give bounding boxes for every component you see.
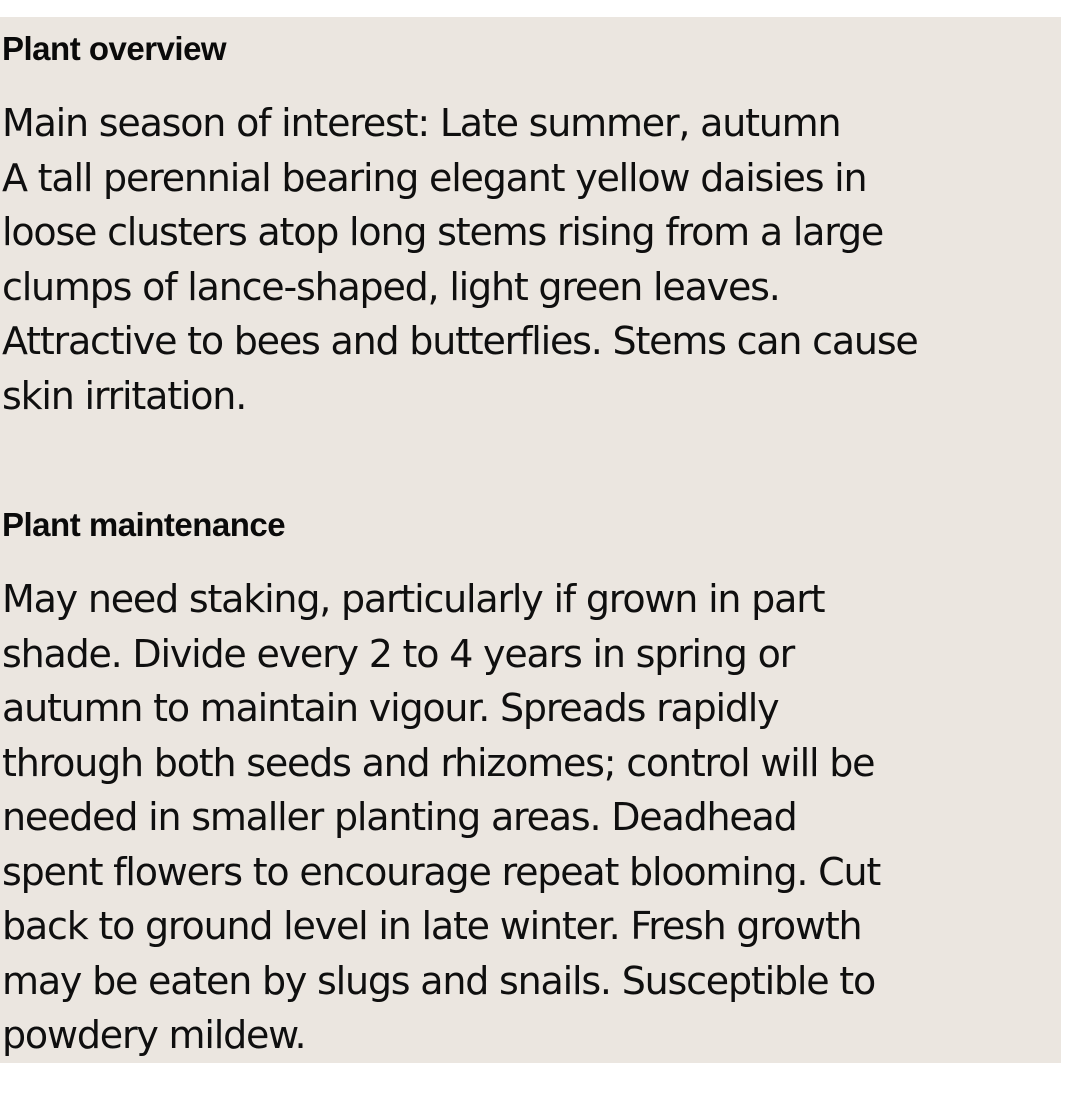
plant-overview-heading: Plant overview	[2, 30, 227, 67]
plant-maintenance-heading: Plant maintenance	[2, 506, 286, 543]
plant-overview-text: Main season of interest: Late summer, autumn A tall perennial bearing elegant yellow daisies in loose clusters atop long stems rising from a large clumps of lance-shaped, light green leaves. Attractive to bees and butterflies. Stems can cause skin irritation.	[2, 101, 918, 418]
plant-maintenance-text: May need staking, particularly if grown in part shade. Divide every 2 to 4 years in spring or autumn to maintain vigour. Spreads rapidly through both seeds and rhizomes; control will be needed in smaller planting areas. Deadhead spent flowers to encourage repeat blooming. Cut back to ground level in late winter. Fresh growth may be eaten by slugs and snails. Susceptible to powdery mildew.	[2, 577, 881, 1057]
plant-info-panel	[0, 17, 1061, 1063]
